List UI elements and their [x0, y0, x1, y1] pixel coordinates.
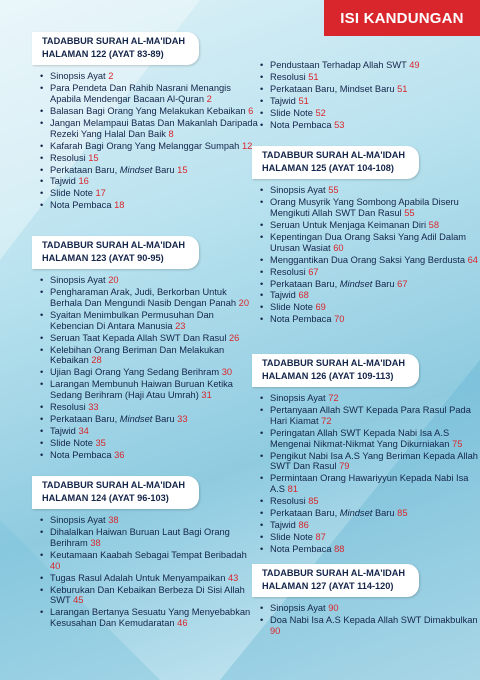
list-item[interactable]: • Perkataan Baru, Mindset Baru 67	[260, 279, 478, 290]
toc-section	[252, 564, 478, 638]
list-item[interactable]: • Nota Pembaca 70	[260, 314, 478, 325]
list-item[interactable]: • Pengikut Nabi Isa A.S Yang Beriman Kepada Allah SWT Dan Rasul 79	[260, 451, 478, 473]
list-item[interactable]: • Kafarah Bagi Orang Yang Melanggar Sumpah 12	[40, 141, 258, 152]
list-item[interactable]: • Nota Pembaca 53	[260, 120, 478, 131]
list-item[interactable]: • Slide Note 87	[260, 532, 478, 543]
toc-list	[252, 185, 478, 325]
list-item[interactable]: • Nota Pembaca 18	[40, 200, 258, 211]
section-subtitle: HALAMAN 125 (AYAT 104-108)	[262, 163, 394, 173]
list-item[interactable]: • Slide Note 52	[260, 108, 478, 119]
header-title: ISI KANDUNGAN	[340, 9, 464, 27]
section-title: TADABBUR SURAH AL-MA'IDAH	[42, 480, 186, 490]
section-badge	[32, 236, 199, 269]
list-item[interactable]: • Ujian Bagi Orang Yang Sedang Berihram 30	[40, 367, 258, 378]
list-item[interactable]: • Perkataan Baru, Mindset Baru 85	[260, 508, 478, 519]
list-item[interactable]: • Nota Pembaca 88	[260, 544, 478, 555]
section-badge	[252, 354, 419, 387]
toc-list	[252, 60, 478, 131]
list-item[interactable]: • Sinopsis Ayat 55	[260, 185, 478, 196]
list-item[interactable]: • Resolusi 33	[40, 402, 258, 413]
section-title: TADABBUR SURAH AL-MA'IDAH	[262, 568, 406, 578]
section-title: TADABBUR SURAH AL-MA'IDAH	[42, 240, 186, 250]
toc-section	[252, 354, 478, 556]
section-subtitle: HALAMAN 127 (AYAT 114-120)	[262, 581, 394, 591]
list-item[interactable]: • Sinopsis Ayat 38	[40, 515, 258, 526]
list-item[interactable]: • Keburukan Dan Kebaikan Berbeza Di Sisi Allah SWT 45	[40, 585, 258, 607]
list-item[interactable]: • Tajwid 68	[260, 290, 478, 301]
list-item[interactable]: • Resolusi 51	[260, 72, 478, 83]
list-item[interactable]: • Larangan Membunuh Haiwan Buruan Ketika Sedang Berihram (Haji Atau Umrah) 31	[40, 379, 258, 401]
list-item[interactable]: • Balasan Bagi Orang Yang Melakukan Kebaikan 6	[40, 106, 258, 117]
toc-list	[32, 515, 258, 629]
list-item[interactable]: • Peringatan Allah SWT Kepada Nabi Isa A.S Mengenai Nikmat-Nikmat Yang Dikurniakan 75	[260, 428, 478, 450]
toc-section	[252, 146, 478, 326]
toc-list	[32, 275, 258, 461]
list-item[interactable]: • Seruan Untuk Menjaga Keimanan Diri 58	[260, 220, 478, 231]
list-item[interactable]: • Sinopsis Ayat 72	[260, 393, 478, 404]
list-item[interactable]: • Pengharaman Arak, Judi, Berkorban Untuk Berhala Dan Mengundi Nasib Dengan Panah 20	[40, 287, 258, 309]
toc-section	[32, 476, 258, 630]
section-badge	[32, 32, 199, 65]
list-item[interactable]: • Resolusi 15	[40, 153, 258, 164]
section-badge	[32, 476, 199, 509]
list-item[interactable]: • Menggantikan Dua Orang Saksi Yang Berdusta 64	[260, 255, 478, 266]
list-item[interactable]: • Keutamaan Kaabah Sebagai Tempat Beribadah 40	[40, 550, 258, 572]
section-badge	[252, 564, 419, 597]
list-item[interactable]: • Orang Musyrik Yang Sombong Apabila Diseru Mengikuti Allah SWT Dan Rasul 55	[260, 197, 478, 219]
list-item[interactable]: • Kepentingan Dua Orang Saksi Yang Adil Dalam Urusan Wasiat 60	[260, 232, 478, 254]
list-item[interactable]: • Slide Note 35	[40, 438, 258, 449]
list-item[interactable]: • Tajwid 34	[40, 426, 258, 437]
list-item[interactable]: • Slide Note 17	[40, 188, 258, 199]
list-item[interactable]: • Sinopsis Ayat 20	[40, 275, 258, 286]
list-item[interactable]: • Syaitan Menimbulkan Permusuhan Dan Kebencian Di Antara Manusia 23	[40, 310, 258, 332]
toc-section-continued	[252, 60, 478, 132]
list-item[interactable]: • Perkataan Baru, Mindset Baru 51	[260, 84, 478, 95]
section-subtitle: HALAMAN 124 (AYAT 96-103)	[42, 493, 169, 503]
list-item[interactable]: • Larangan Bertanya Sesuatu Yang Menyebabkan Kesusahan Dan Kemudaratan 46	[40, 607, 258, 629]
list-item[interactable]: • Jangan Melampaui Batas Dan Makanlah Daripada Rezeki Yang Halal Dan Baik 8	[40, 118, 258, 140]
list-item[interactable]: • Perkataan Baru, Mindset Baru 15	[40, 165, 258, 176]
list-item[interactable]: • Kelebihan Orang Beriman Dan Melakukan Kebaikan 28	[40, 345, 258, 367]
list-item[interactable]: • Permintaan Orang Hawariyyun Kepada Nabi Isa A.S 81	[260, 473, 478, 495]
section-subtitle: HALAMAN 122 (AYAT 83-89)	[42, 49, 164, 59]
list-item[interactable]: • Seruan Taat Kepada Allah SWT Dan Rasul 26	[40, 333, 258, 344]
list-item[interactable]: • Resolusi 67	[260, 267, 478, 278]
list-item[interactable]: • Sinopsis Ayat 2	[40, 71, 258, 82]
list-item[interactable]: • Pendustaan Terhadap Allah SWT 49	[260, 60, 478, 71]
section-title: TADABBUR SURAH AL-MA'IDAH	[262, 150, 406, 160]
toc-list	[252, 393, 478, 555]
list-item[interactable]: • Tajwid 16	[40, 176, 258, 187]
page-header	[324, 0, 480, 36]
list-item[interactable]: • Sinopsis Ayat 90	[260, 603, 478, 614]
section-badge	[252, 146, 419, 179]
toc-list	[252, 603, 478, 637]
list-item[interactable]: • Para Pendeta Dan Rahib Nasrani Menangis Apabila Mendengar Bacaan Al-Quran 2	[40, 83, 258, 105]
section-subtitle: HALAMAN 126 (AYAT 109-113)	[262, 371, 394, 381]
list-item[interactable]: • Slide Note 69	[260, 302, 478, 313]
toc-list	[32, 71, 258, 211]
list-item[interactable]: • Tajwid 51	[260, 96, 478, 107]
section-title: TADABBUR SURAH AL-MA'IDAH	[262, 358, 406, 368]
toc-section	[32, 236, 258, 462]
section-title: TADABBUR SURAH AL-MA'IDAH	[42, 36, 186, 46]
list-item[interactable]: • Tugas Rasul Adalah Untuk Menyampaikan 43	[40, 573, 258, 584]
list-item[interactable]: • Pertanyaan Allah SWT Kepada Para Rasul Pada Hari Kiamat 72	[260, 405, 478, 427]
list-item[interactable]: • Doa Nabi Isa A.S Kepada Allah SWT Dimakbulkan 90	[260, 615, 478, 637]
list-item[interactable]: • Dihalalkan Haiwan Buruan Laut Bagi Orang Berihram 38	[40, 527, 258, 549]
list-item[interactable]: • Tajwid 86	[260, 520, 478, 531]
section-subtitle: HALAMAN 123 (AYAT 90-95)	[42, 253, 164, 263]
list-item[interactable]: • Nota Pembaca 36	[40, 450, 258, 461]
list-item[interactable]: • Resolusi 85	[260, 496, 478, 507]
list-item[interactable]: • Perkataan Baru, Mindset Baru 33	[40, 414, 258, 425]
toc-section	[32, 32, 258, 212]
